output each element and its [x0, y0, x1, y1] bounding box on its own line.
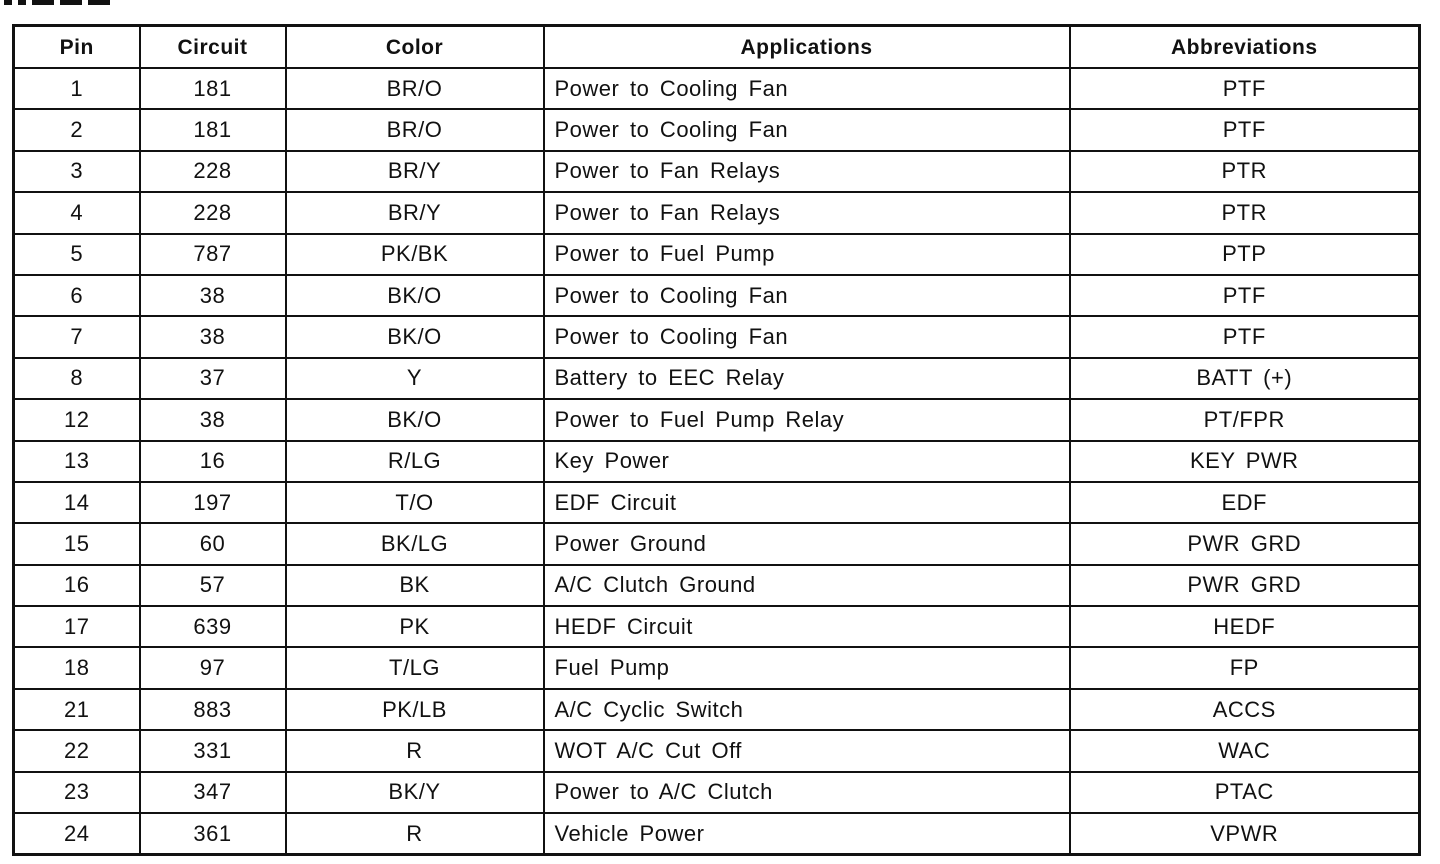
circuit-cell: 639: [140, 606, 286, 647]
circuit-column-header: Circuit: [140, 26, 286, 69]
table-row: [14, 730, 1420, 771]
color-cell: PK: [286, 606, 544, 647]
application-cell: Battery to EEC Relay: [544, 358, 1070, 399]
table-row: [14, 689, 1420, 730]
abbreviations-column-header: Abbreviations: [1070, 26, 1420, 69]
abbreviation-cell: VPWR: [1070, 813, 1420, 855]
circuit-cell: 38: [140, 399, 286, 440]
pin-cell: 6: [14, 275, 140, 316]
cropped-heading-fragment: [4, 0, 120, 5]
abbreviation-cell: PWR GRD: [1070, 523, 1420, 564]
table-row: [14, 68, 1420, 109]
circuit-cell: 347: [140, 772, 286, 813]
table-row: [14, 192, 1420, 233]
color-cell: T/LG: [286, 647, 544, 688]
circuit-cell: 37: [140, 358, 286, 399]
table-header: [14, 26, 1420, 69]
application-cell: WOT A/C Cut Off: [544, 730, 1070, 771]
pin-cell: 5: [14, 234, 140, 275]
pin-cell: 24: [14, 813, 140, 855]
application-cell: HEDF Circuit: [544, 606, 1070, 647]
pin-cell: 13: [14, 441, 140, 482]
color-cell: PK/LB: [286, 689, 544, 730]
circuit-cell: 228: [140, 151, 286, 192]
circuit-cell: 57: [140, 565, 286, 606]
circuit-cell: 181: [140, 68, 286, 109]
color-cell: R/LG: [286, 441, 544, 482]
application-cell: Power to Fuel Pump Relay: [544, 399, 1070, 440]
table-row: [14, 234, 1420, 275]
pin-cell: 23: [14, 772, 140, 813]
abbreviation-cell: PWR GRD: [1070, 565, 1420, 606]
table-row: [14, 151, 1420, 192]
color-cell: BK: [286, 565, 544, 606]
color-cell: BK/O: [286, 316, 544, 357]
table-row: [14, 358, 1420, 399]
table-row: [14, 316, 1420, 357]
circuit-cell: 16: [140, 441, 286, 482]
color-cell: BK/LG: [286, 523, 544, 564]
circuit-cell: 331: [140, 730, 286, 771]
pin-assignment-table: [12, 24, 1421, 856]
color-cell: BK/Y: [286, 772, 544, 813]
application-cell: A/C Cyclic Switch: [544, 689, 1070, 730]
abbreviation-cell: KEY PWR: [1070, 441, 1420, 482]
abbreviation-cell: FP: [1070, 647, 1420, 688]
applications-column-header: Applications: [544, 26, 1070, 69]
table-row: [14, 482, 1420, 523]
table-row: [14, 441, 1420, 482]
table-row: [14, 606, 1420, 647]
application-cell: Power to Fan Relays: [544, 151, 1070, 192]
abbreviation-cell: WAC: [1070, 730, 1420, 771]
abbreviation-cell: PT/FPR: [1070, 399, 1420, 440]
application-cell: EDF Circuit: [544, 482, 1070, 523]
color-cell: T/O: [286, 482, 544, 523]
pin-cell: 18: [14, 647, 140, 688]
application-cell: Power to Cooling Fan: [544, 275, 1070, 316]
pin-cell: 15: [14, 523, 140, 564]
circuit-cell: 197: [140, 482, 286, 523]
pin-cell: 12: [14, 399, 140, 440]
color-cell: BR/Y: [286, 151, 544, 192]
color-column-header: Color: [286, 26, 544, 69]
circuit-cell: 787: [140, 234, 286, 275]
abbreviation-cell: EDF: [1070, 482, 1420, 523]
table-row: [14, 813, 1420, 855]
application-cell: Power to A/C Clutch: [544, 772, 1070, 813]
application-cell: Power Ground: [544, 523, 1070, 564]
table-row: [14, 109, 1420, 150]
color-cell: R: [286, 730, 544, 771]
abbreviation-cell: BATT (+): [1070, 358, 1420, 399]
header-row: [14, 26, 1420, 69]
table-row: [14, 772, 1420, 813]
pin-cell: 17: [14, 606, 140, 647]
abbreviation-cell: PTP: [1070, 234, 1420, 275]
circuit-cell: 228: [140, 192, 286, 233]
circuit-cell: 97: [140, 647, 286, 688]
abbreviation-cell: PTF: [1070, 316, 1420, 357]
application-cell: Power to Fan Relays: [544, 192, 1070, 233]
color-cell: PK/BK: [286, 234, 544, 275]
pin-cell: 8: [14, 358, 140, 399]
pin-cell: 1: [14, 68, 140, 109]
pin-cell: 22: [14, 730, 140, 771]
color-cell: BK/O: [286, 275, 544, 316]
table-row: [14, 647, 1420, 688]
application-cell: Power to Cooling Fan: [544, 109, 1070, 150]
pin-cell: 3: [14, 151, 140, 192]
application-cell: Fuel Pump: [544, 647, 1070, 688]
color-cell: BK/O: [286, 399, 544, 440]
application-cell: A/C Clutch Ground: [544, 565, 1070, 606]
pin-cell: 21: [14, 689, 140, 730]
color-cell: BR/O: [286, 68, 544, 109]
table-row: [14, 565, 1420, 606]
application-cell: Power to Cooling Fan: [544, 68, 1070, 109]
color-cell: BR/O: [286, 109, 544, 150]
application-cell: Key Power: [544, 441, 1070, 482]
circuit-cell: 38: [140, 316, 286, 357]
circuit-cell: 60: [140, 523, 286, 564]
application-cell: Power to Fuel Pump: [544, 234, 1070, 275]
color-cell: R: [286, 813, 544, 855]
abbreviation-cell: PTF: [1070, 109, 1420, 150]
color-cell: BR/Y: [286, 192, 544, 233]
circuit-cell: 883: [140, 689, 286, 730]
abbreviation-cell: PTR: [1070, 151, 1420, 192]
circuit-cell: 38: [140, 275, 286, 316]
abbreviation-cell: HEDF: [1070, 606, 1420, 647]
abbreviation-cell: ACCS: [1070, 689, 1420, 730]
table-row: [14, 399, 1420, 440]
abbreviation-cell: PTF: [1070, 68, 1420, 109]
abbreviation-cell: PTR: [1070, 192, 1420, 233]
circuit-cell: 361: [140, 813, 286, 855]
pin-cell: 16: [14, 565, 140, 606]
table-row: [14, 523, 1420, 564]
pin-column-header: Pin: [14, 26, 140, 69]
pin-cell: 7: [14, 316, 140, 357]
pin-cell: 14: [14, 482, 140, 523]
circuit-cell: 181: [140, 109, 286, 150]
abbreviation-cell: PTAC: [1070, 772, 1420, 813]
color-cell: Y: [286, 358, 544, 399]
pin-cell: 4: [14, 192, 140, 233]
table-row: [14, 275, 1420, 316]
pin-cell: 2: [14, 109, 140, 150]
application-cell: Power to Cooling Fan: [544, 316, 1070, 357]
abbreviation-cell: PTF: [1070, 275, 1420, 316]
application-cell: Vehicle Power: [544, 813, 1070, 855]
table-body: [14, 68, 1420, 855]
